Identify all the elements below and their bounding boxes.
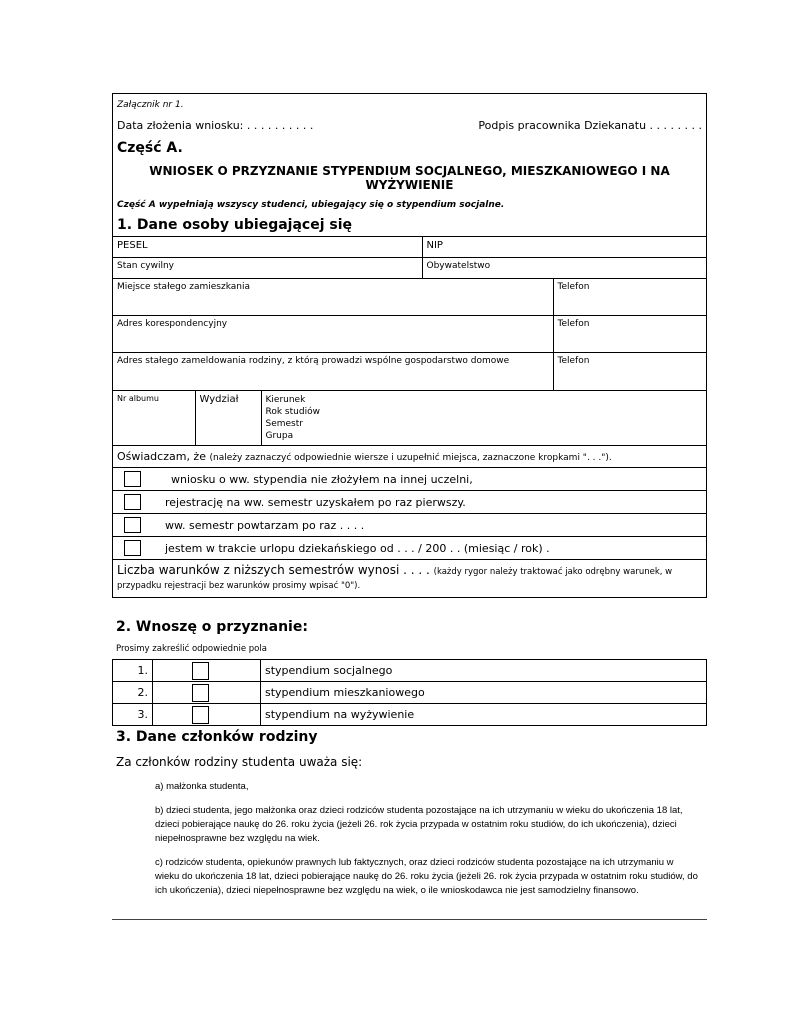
album-number-field[interactable] [113, 390, 195, 445]
declaration-label: Oświadczam, że [117, 450, 206, 463]
page-divider [112, 919, 707, 920]
attachment-label: Załącznik nr 1. [117, 100, 184, 110]
pesel-field[interactable] [113, 237, 422, 258]
declaration-row-3 [113, 513, 706, 536]
album-number-label: Nr albumu [117, 393, 159, 403]
dean-office-signature-field[interactable]: Podpis pracownika Dziekanatu . . . . . . . . [478, 119, 702, 132]
family-definition-a: a) małżonka studenta, [155, 781, 249, 792]
scholarship-label: stypendium na wyżywienie [261, 704, 707, 726]
declaration-text-1: wniosku o ww. stypendia nie złożyłem na innej uczelni, [171, 472, 473, 486]
conditions-count-note: (każdy rygor należy traktować jako odrębny warunek, w przypadku rejestracji bez warunków prosimy wpisać "0"). [117, 567, 673, 591]
family-definition-c: c) rodziców studenta, opiekunów prawnych lub faktycznych, oraz dzieci rodziców studenta pozostające na ich utrzymaniu w wieku do ukończenia 18 lat, dzieci pobierające naukę do 26. roku życia (jeżeli 26. rok życia przypada w ostatnim roku studiów, do ich ukończenia), dzieci niepełnosprawne bez względu na wiek, o ile wnioskodawca nie jest samodzielny finansowo. [155, 857, 698, 896]
section-3-intro: Za członków rodziny studenta uważa się: [116, 755, 363, 769]
residence-address-field[interactable] [113, 279, 553, 316]
study-year-label: Rok studiów [265, 406, 320, 417]
row-number: 2. [113, 682, 153, 704]
semester-label: Semestr [265, 418, 303, 429]
declaration-note: (należy zaznaczyć odpowiednie wiersze i uzupełnić miejsca, zaznaczone kropkami ". . ."). [209, 453, 612, 463]
marital-status-field[interactable] [113, 258, 422, 279]
family-definition-b: b) dzieci studenta, jego małżonka oraz dzieci rodziców studenta pozostające na ich utrzymaniu w wieku do ukończenia 18 lat, dzieci pobierające naukę do 26. roku życia (jeżeli 26. rok życia przypada w ostatnim roku studiów, do ich ukończenia), dzieci niepełnosprawne bez względu na wiek. [155, 805, 683, 844]
scholarship-checkbox-1[interactable] [192, 662, 209, 680]
phone-field-2[interactable] [553, 316, 706, 353]
declaration-text-2: rejestrację na ww. semestr uzyskałem po raz pierwszy. [165, 495, 466, 509]
phone-field-3[interactable] [553, 353, 706, 390]
table-row [113, 660, 707, 682]
scholarship-checkbox-2[interactable] [192, 684, 209, 702]
residence-address-label: Miejsce stałego zamieszkania [117, 282, 250, 292]
applicant-data-table [113, 236, 706, 390]
scholarship-request-table [112, 659, 707, 726]
family-address-label: Adres stałego zameldowania rodziny, z którą prowadzi wspólne gospodarstwo domowe [117, 356, 510, 366]
nip-field[interactable] [422, 237, 706, 258]
form-title: WNIOSEK O PRZYZNANIE STYPENDIUM SOCJALNEGO, MIESZKANIOWEGO I NA WYŻYWIENIE [149, 164, 670, 192]
checkbox-cell [153, 682, 261, 704]
scholarship-label: stypendium socjalnego [261, 660, 707, 682]
faculty-label: Wydział [199, 393, 239, 405]
phone-label-2: Telefon [557, 319, 590, 329]
study-data-table [113, 390, 706, 446]
phone-field-1[interactable] [553, 279, 706, 316]
citizenship-label: Obywatelstwo [426, 261, 491, 271]
citizenship-field[interactable] [422, 258, 706, 279]
section-2-instruction: Prosimy zakreślić odpowiednie pola [116, 644, 267, 654]
correspondence-address-field[interactable] [113, 316, 553, 353]
nip-label: NIP [426, 240, 443, 251]
declaration-checkbox-2[interactable] [124, 494, 141, 510]
declaration-row-2 [113, 490, 706, 513]
phone-label-1: Telefon [557, 282, 590, 292]
part-note: Część A wypełniają wszyscy studenci, ubiegający się o stypendium socjalne. [117, 200, 505, 210]
pesel-label: PESEL [117, 240, 148, 251]
row-number: 3. [113, 704, 153, 726]
checkbox-cell [153, 660, 261, 682]
declaration-row-1 [113, 467, 706, 490]
group-label: Grupa [265, 430, 294, 441]
section-1-title: 1. Dane osoby ubiegającej się [117, 217, 353, 233]
conditions-count-label: Liczba warunków z niższych semestrów wynosi . . . . [117, 563, 430, 577]
table-row [113, 704, 707, 726]
table-row [113, 682, 707, 704]
scholarship-checkbox-3[interactable] [192, 706, 209, 724]
correspondence-address-label: Adres korespondencyjny [117, 319, 228, 329]
declaration-header [113, 445, 706, 467]
scholarship-label: stypendium mieszkaniowego [261, 682, 707, 704]
declaration-row-4 [113, 536, 706, 559]
declaration-text-3: ww. semestr powtarzam po raz . . . . [165, 518, 365, 532]
phone-label-3: Telefon [557, 356, 590, 366]
declaration-checkbox-3[interactable] [124, 517, 141, 533]
part-heading: Część A. [117, 140, 183, 156]
checkbox-cell [153, 704, 261, 726]
date-signature-row [117, 119, 702, 132]
course-label: Kierunek [265, 394, 306, 405]
conditions-count-field[interactable] [113, 559, 706, 598]
declaration-text-4: jestem w trakcie urlopu dziekańskiego od . . . / 200 . . (miesiąc / rok) . [165, 541, 550, 555]
section-3-title: 3. Dane członków rodziny [116, 729, 318, 745]
form-part-a [112, 93, 707, 598]
faculty-field[interactable] [195, 390, 261, 445]
section-2-title: 2. Wnoszę o przyznanie: [116, 619, 308, 635]
family-address-field[interactable] [113, 353, 553, 390]
course-details-field[interactable] [261, 390, 706, 445]
form-header [113, 94, 706, 236]
declaration-checkbox-4[interactable] [124, 540, 141, 556]
declaration-checkbox-1[interactable] [124, 471, 141, 487]
marital-status-label: Stan cywilny [117, 261, 174, 271]
row-number: 1. [113, 660, 153, 682]
submission-date-field[interactable]: Data złożenia wniosku: . . . . . . . . . . [117, 119, 314, 132]
